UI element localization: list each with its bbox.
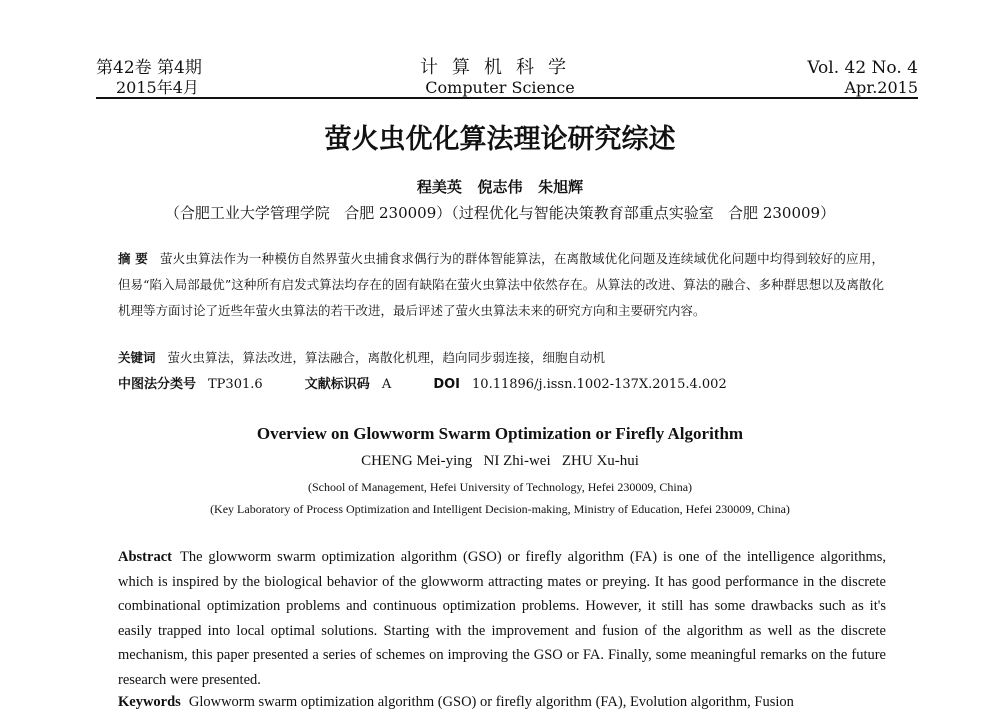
clc-value: TP301.6 (208, 377, 263, 392)
keywords-cn (118, 348, 884, 366)
volume-number-en: Vol. 42 No. 4 (807, 58, 918, 78)
volume-issue-cn: 第42卷 第4期 (96, 58, 202, 78)
abstract-cn-label: 摘 要 (118, 251, 148, 266)
journal-name-en: Computer Science (425, 78, 575, 97)
classification-row (118, 373, 884, 392)
affiliation-en-2: (Key Laboratory of Process Optimization and Intelligent Decision-making, Ministry of Education, Hefei 230009, China) (210, 502, 790, 516)
abstract-cn (118, 246, 884, 324)
abstract-en-label: Abstract (118, 549, 172, 565)
doc-code-value: A (381, 377, 392, 392)
abstract-cn-text: 萤火虫算法作为一种模仿自然界萤火虫捕食求偶行为的群体智能算法，在离散域优化问题及连续域优化问题中均得到较好的应用，但易“陷入局部最优”这种所有启发式算法均存在的固有缺陷在萤火虫算法中依然存在。从算法的改进、算法的融合、多种群思想以及离散化机理等方面讨论了近些年萤火虫算法的若干改进，最后评述了萤火虫算法未来的研究方向和主要研究内容。 (118, 251, 884, 318)
doi-label: DOI (433, 377, 461, 392)
clc-label: 中图法分类号 (118, 377, 197, 392)
keywords-en-text: Glowworm swarm optimization algorithm (GSO) or firefly algorithm (FA), Evolution algorithm, Fusion (188, 694, 794, 710)
doi-value: 10.11896/j.issn.1002-137X.2015.4.002 (472, 377, 727, 392)
volume-issue-en (807, 58, 918, 98)
journal-name-cn: 计算机科学 (420, 57, 580, 78)
header-rule (96, 97, 918, 99)
date-en: Apr.2015 (844, 78, 918, 97)
keywords-en-label: Keywords (118, 694, 181, 710)
doc-code-label: 文献标识码 (304, 377, 370, 392)
affiliation-cn: （合肥工业大学管理学院 合肥 230009）（过程优化与智能决策教育部重点实验室 合肥 230009） (164, 204, 836, 222)
keywords-en (118, 690, 886, 710)
abstract-en-text: The glowworm swarm optimization algorithm (GSO) or firefly algorithm (FA) is one of the intelligence algorithms, which is inspired by the biological behavior of the glowworm attracting mates or preying. It has good performance in the discrete combinational optimization problems and continuous optimization problems. However, it still has some drawbacks such as it's easily trapped into local optimal solutions. Starting with the improvement and fusion of the algorithm as well as the discrete mechanism, this paper presented a series of schemes on improving the GSO or FA. Finally, some meaningful remarks on the future research were presented. (118, 549, 886, 688)
date-cn: 2015年4月 (116, 78, 199, 97)
paper-title-en: Overview on Glowworm Swarm Optimization or Firefly Algorithm (256, 424, 744, 443)
paper-title-cn: 萤火虫优化算法理论研究综述 (324, 124, 676, 155)
affiliation-en-1: (School of Management, Hefei University of Technology, Hefei 230009, China) (307, 480, 693, 494)
abstract-en (118, 545, 886, 692)
keywords-cn-text: 萤火虫算法，算法改进，算法融合，离散化机理，趋向同步弱连接，细胞自动机 (167, 350, 606, 365)
keywords-cn-label: 关键词 (118, 350, 156, 365)
authors-cn: 程美英 倪志伟 朱旭辉 (416, 178, 584, 196)
authors-en: CHENG Mei-ying NI Zhi-wei ZHU Xu-hui (361, 453, 639, 469)
